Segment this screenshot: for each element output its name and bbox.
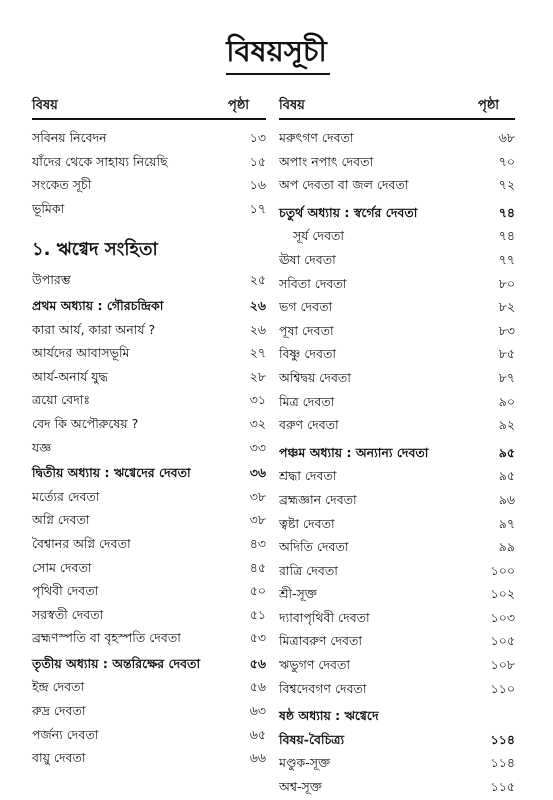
- toc-entry-page: ৩৮: [249, 512, 266, 528]
- toc-entry-title: শ্রী-সূক্ত: [279, 586, 317, 602]
- left-header-rule: [32, 118, 266, 120]
- toc-entry: [32, 388, 266, 412]
- right-toc-column: [279, 126, 515, 799]
- toc-entry-title: সংকেত সূচী: [32, 177, 92, 193]
- toc-entry: [279, 704, 515, 728]
- toc-entry-title: ভগ দেবতা: [279, 299, 333, 315]
- toc-entry-title: মর্ত্যের দেবতা: [32, 488, 100, 504]
- toc-entry: [279, 488, 515, 512]
- toc-entry: [279, 775, 515, 799]
- toc-entry: [279, 441, 515, 465]
- toc-entry: [32, 508, 266, 532]
- toc-entry-page: ৯৯: [498, 539, 515, 555]
- toc-entry: [279, 342, 515, 366]
- toc-entry-page: ২৬: [249, 297, 266, 313]
- toc-entry-title: সরস্বতী দেবতা: [32, 606, 104, 622]
- toc-entry: [279, 464, 515, 488]
- toc-entry-page: ৫৬: [249, 655, 266, 671]
- toc-entry-title: অদিতি দেবতা: [279, 539, 349, 555]
- toc-entry-page: ৩৩: [249, 439, 266, 455]
- toc-entry: [279, 629, 515, 653]
- toc-entry-title: আর্যদের আবাসভূমি: [32, 345, 130, 361]
- toc-entry: [32, 626, 266, 650]
- toc-entry-page: ২৫: [249, 272, 266, 288]
- toc-entry-page: ১১৪: [490, 731, 515, 747]
- toc-entry-title: মিত্রাবরুণ দেবতা: [279, 633, 363, 649]
- toc-entry-title: যজ্ঞ: [32, 439, 52, 455]
- toc-entry-title: অগ্নি দেবতা: [32, 512, 90, 528]
- toc-entry: [32, 268, 266, 292]
- toc-entry: [32, 723, 266, 747]
- toc-entry-page: ৯২: [498, 417, 515, 433]
- toc-entry-page: ৯৫: [498, 444, 515, 460]
- toc-entry: [279, 126, 515, 150]
- toc-entry-page: ৫৬: [249, 679, 266, 695]
- toc-entry-page: ৮০: [498, 275, 515, 291]
- toc-entry-title: পর্জন্য দেবতা: [32, 726, 99, 742]
- toc-entry-title: বিষয়-বৈচিত্র্য: [279, 731, 345, 747]
- toc-entry: [32, 197, 266, 221]
- toc-entry-title: মণ্ডুক-সূক্ত: [279, 755, 331, 771]
- toc-entry-title: ইন্দ্র দেবতা: [32, 679, 85, 695]
- toc-entry-title: বিশ্বদেবগণ দেবতা: [279, 680, 367, 696]
- toc-entry: [32, 579, 266, 603]
- toc-entry-page: ৬৮: [498, 130, 515, 145]
- toc-entry-page: ৪৩: [249, 535, 266, 551]
- toc-entry-title: যাঁদের থেকে সাহায্য নিয়েছি: [32, 153, 168, 169]
- toc-entry-page: ৬৬: [249, 750, 266, 766]
- toc-entry-page: ৮৫: [498, 346, 515, 362]
- toc-entry-title: সবিনয় নিবেদন: [32, 130, 107, 145]
- toc-entry-page: ৮৭: [498, 369, 515, 385]
- toc-entry-page: ২৮: [249, 368, 266, 384]
- toc-entry-page: ১৬: [249, 177, 266, 193]
- toc-entry: [279, 512, 515, 536]
- toc-entry-title: সূর্য দেবতা: [293, 228, 345, 244]
- toc-entry-page: ৭৭: [498, 251, 515, 267]
- left-toc-column: [32, 126, 266, 770]
- toc-entry: [279, 173, 515, 197]
- toc-entry: [32, 652, 266, 676]
- toc-entry-page: ১০২: [490, 586, 515, 602]
- right-header-rule: [279, 118, 515, 120]
- toc-entry-title: অপাং নপাৎ দেবতা: [279, 153, 374, 169]
- toc-entry-title: ষষ্ঠ অধ্যায় : ঋগ্বেদে: [279, 708, 379, 724]
- toc-entry-title: পূষা দেবতা: [279, 322, 334, 338]
- toc-entry-page: ১০০: [490, 562, 515, 578]
- title-underline: [226, 73, 330, 75]
- toc-entry: [32, 746, 266, 770]
- toc-entry-page: ১০৮: [490, 657, 515, 673]
- toc-entry-title: বায়ু দেবতা: [32, 750, 86, 766]
- toc-entry: [32, 699, 266, 723]
- toc-entry-title: ১. ঋগ্বেদ সংহিতা: [32, 239, 158, 261]
- toc-entry: [279, 559, 515, 583]
- toc-entry-title: মরুৎগণ দেবতা: [279, 130, 354, 145]
- toc-entry-page: ১৩: [249, 130, 266, 145]
- toc-entry-page: ৮৩: [498, 322, 515, 338]
- toc-entry-title: মিত্র দেবতা: [279, 393, 335, 409]
- toc-entry-page: ৬৫: [249, 726, 266, 742]
- toc-entry-title: ভূমিকা: [32, 200, 65, 216]
- toc-entry: [279, 728, 515, 752]
- toc-entry-page: ২৭: [249, 345, 266, 361]
- toc-entry: [32, 126, 266, 150]
- toc-entry: [32, 461, 266, 485]
- toc-entry: [32, 436, 266, 460]
- toc-entry-page: ৭২: [498, 177, 515, 193]
- toc-entry: [32, 230, 266, 268]
- toc-entry-title: দ্বিতীয় অধ্যায় : ঋগ্বেদের দেবতা: [32, 465, 191, 481]
- toc-entry-page: ৯৫: [498, 468, 515, 484]
- toc-entry-title: চতুর্থ অধ্যায় : স্বর্গের দেবতা: [279, 204, 418, 220]
- toc-entry-page: ৭৪: [498, 228, 515, 244]
- left-topic-header: বিষয়: [32, 98, 58, 113]
- page-title: বিষয়সূচী: [226, 34, 327, 68]
- toc-entry-page: ৩৬: [249, 465, 266, 481]
- toc-entry-page: ১১৫: [490, 779, 515, 795]
- toc-entry-page: ১৫: [249, 153, 266, 169]
- toc-entry-title: ব্রহ্মণস্পতি বা বৃহস্পতি দেবতা: [32, 630, 181, 646]
- toc-entry-page: ১১০: [490, 680, 515, 696]
- toc-entry-title: অপ দেবতা বা জল দেবতা: [279, 177, 409, 193]
- toc-entry: [279, 653, 515, 677]
- toc-entry-page: ৭৪: [498, 204, 515, 220]
- toc-entry-page: ৩১: [249, 392, 266, 408]
- toc-entry-page: ৭০: [498, 153, 515, 169]
- toc-entry: [32, 556, 266, 580]
- toc-entry: [32, 294, 266, 318]
- toc-entry-page: ৮২: [498, 299, 515, 315]
- toc-entry-page: ৫১: [249, 606, 266, 622]
- right-page-header: পৃষ্ঠা: [478, 98, 500, 113]
- right-topic-header: বিষয়: [279, 98, 305, 113]
- toc-entry-title: আর্য-অনার্য যুদ্ধ: [32, 368, 108, 384]
- toc-entry: [32, 150, 266, 174]
- toc-entry-title: প্রথম অধ্যায় : গৌরচন্দ্রিকা: [32, 297, 164, 313]
- toc-entry-title: বরুণ দেবতা: [279, 417, 339, 433]
- toc-entry-page: ৫০: [249, 583, 266, 599]
- toc-entry-title: কারা আর্য, কারা অনার্য ?: [32, 321, 156, 337]
- toc-entry: [279, 390, 515, 414]
- toc-entry: [32, 532, 266, 556]
- toc-entry: [279, 413, 515, 437]
- toc-entry-title: তৃতীয় অধ্যায় : অন্তরিক্ষের দেবতা: [32, 655, 201, 671]
- toc-entry-title: ঋভুগণ দেবতা: [279, 657, 350, 673]
- toc-entry-title: বেদ কি অপৌরুষেয় ?: [32, 415, 139, 431]
- toc-entry-title: পঞ্চম অধ্যায় : অন্যান্য দেবতা: [279, 444, 429, 460]
- toc-entry: [32, 485, 266, 509]
- toc-entry-title: ত্রয়ো বেদাঃ: [32, 392, 91, 408]
- toc-entry: [279, 366, 515, 390]
- toc-entry-page: ৫৩: [249, 630, 266, 646]
- toc-entry-title: দ্যাবাপৃথিবী দেবতা: [279, 609, 370, 625]
- toc-entry-page: ৬৩: [249, 703, 266, 719]
- toc-entry-title: ত্বষ্টা দেবতা: [279, 515, 335, 531]
- toc-entry-title: সবিতা দেবতা: [279, 275, 347, 291]
- toc-entry-page: ১০৩: [490, 609, 515, 625]
- toc-entry-title: রাত্রি দেবতা: [279, 562, 338, 578]
- toc-entry-title: বিষ্ণু দেবতা: [279, 346, 336, 362]
- toc-entry-title: সোম দেবতা: [32, 559, 92, 575]
- toc-entry-page: ৯৬: [498, 491, 515, 507]
- toc-entry: [279, 224, 515, 248]
- toc-entry-title: রুদ্র দেবতা: [32, 703, 86, 719]
- toc-entry-page: ৩২: [249, 415, 266, 431]
- toc-entry-page: ১৭: [249, 200, 266, 216]
- toc-entry: [279, 319, 515, 343]
- toc-entry: [32, 675, 266, 699]
- toc-entry-page: ১০৫: [490, 633, 515, 649]
- toc-entry: [279, 201, 515, 225]
- toc-entry-title: ব্রহ্মজ্ঞান দেবতা: [279, 491, 357, 507]
- toc-entry: [32, 318, 266, 342]
- toc-entry: [279, 272, 515, 296]
- toc-entry-title: উপারম্ভ: [32, 272, 71, 288]
- toc-entry: [279, 751, 515, 775]
- toc-entry-page: ৪৫: [249, 559, 266, 575]
- toc-entry-title: বৈশ্বানর অগ্নি দেবতা: [32, 535, 131, 551]
- toc-entry: [32, 173, 266, 197]
- toc-entry-page: ৯৭: [498, 515, 515, 531]
- toc-entry-page: ২৬: [249, 321, 266, 337]
- toc-entry: [279, 582, 515, 606]
- toc-entry-page: ৯০: [498, 393, 515, 409]
- toc-entry-page: ৩৮: [249, 488, 266, 504]
- toc-entry-title: শ্রদ্ধা দেবতা: [279, 468, 337, 484]
- left-page-header: পৃষ্ঠা: [228, 98, 250, 113]
- toc-entry-page: ১১৪: [490, 755, 515, 771]
- toc-entry: [279, 606, 515, 630]
- toc-entry: [32, 603, 266, 627]
- toc-entry-title: পৃথিবী দেবতা: [32, 583, 99, 599]
- toc-entry: [279, 295, 515, 319]
- toc-entry-title: ঊষা দেবতা: [279, 251, 336, 267]
- toc-entry: [279, 248, 515, 272]
- toc-entry: [32, 412, 266, 436]
- toc-entry-title: অশ্বিদ্বয় দেবতা: [279, 369, 351, 385]
- toc-entry-title: অশ্ব-সূক্ত: [279, 779, 322, 795]
- toc-entry: [32, 365, 266, 389]
- toc-entry: [279, 677, 515, 701]
- toc-entry: [279, 535, 515, 559]
- toc-entry: [279, 150, 515, 174]
- toc-entry: [32, 341, 266, 365]
